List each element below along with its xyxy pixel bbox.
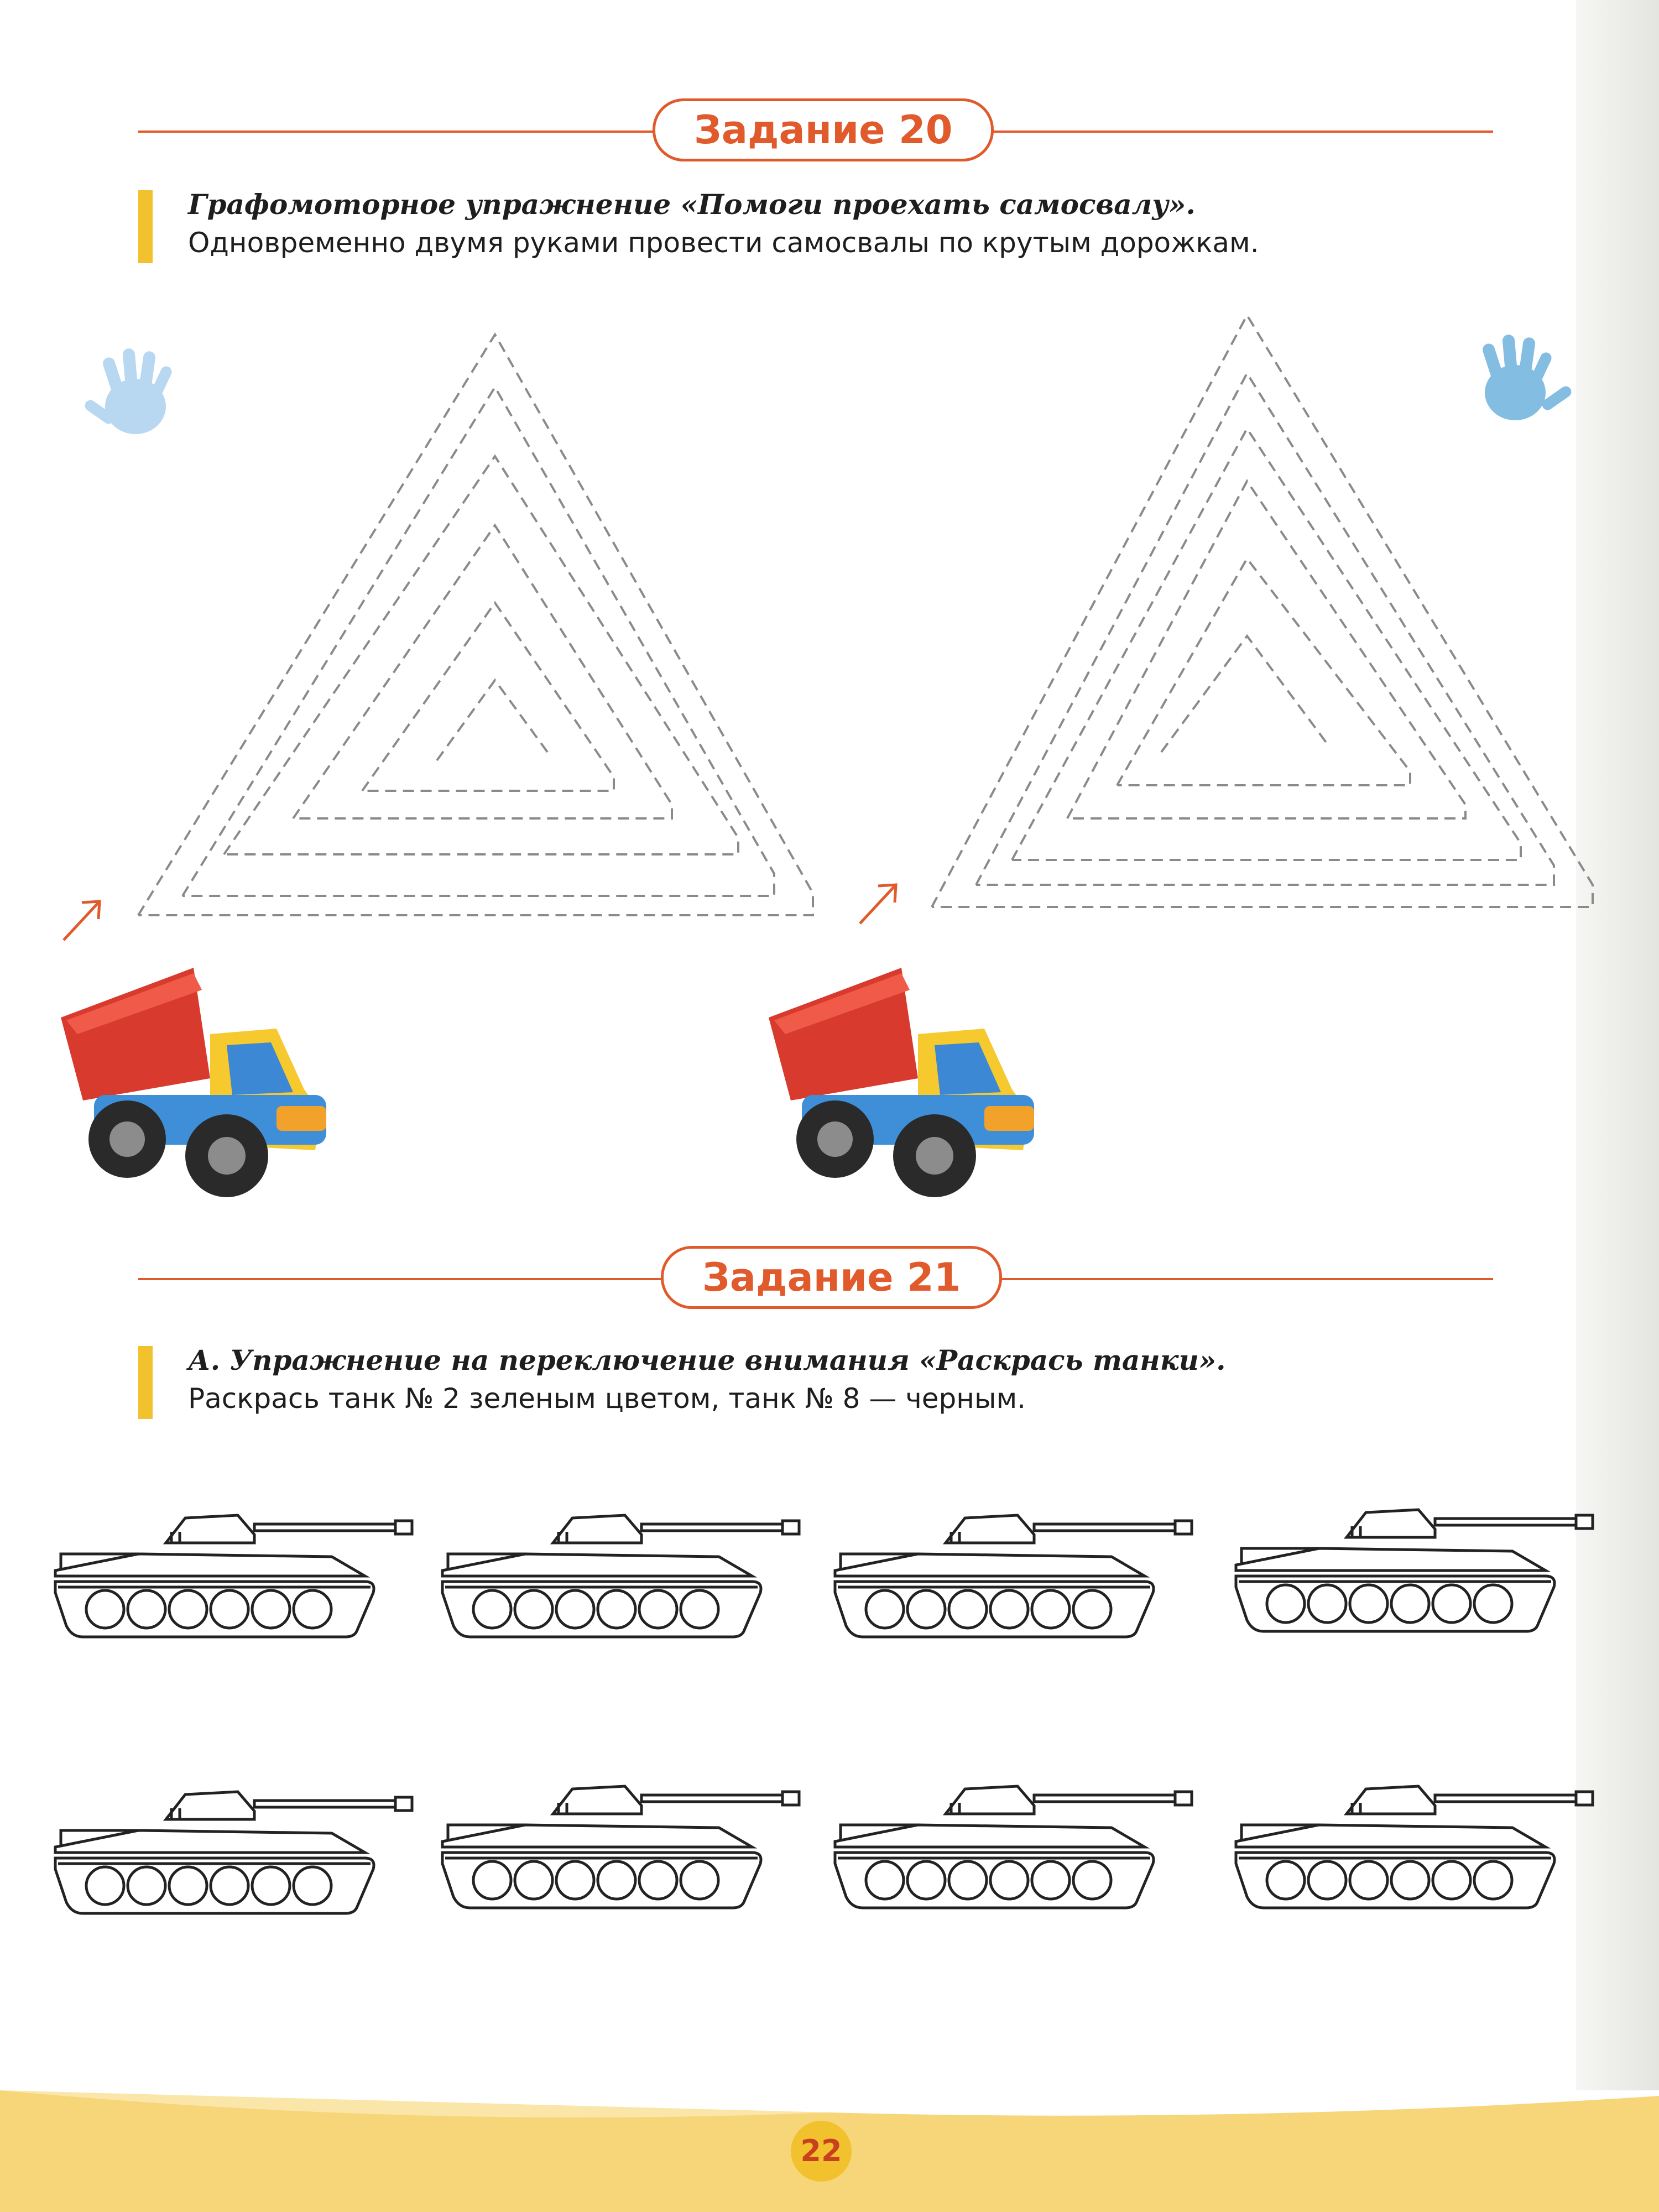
task21-title: А. Упражнение на переключение внимания «Раскрась танки». <box>188 1344 1226 1376</box>
tank-icon <box>55 1792 412 1913</box>
dump-truck-icon <box>61 968 326 1197</box>
arrow-icon <box>860 885 896 924</box>
tank-icon <box>835 1786 1192 1908</box>
task21-header <box>138 1246 1493 1312</box>
page-number: 22 <box>791 2121 852 2182</box>
instruction-marker <box>138 1346 153 1419</box>
tank-icon <box>442 1515 799 1637</box>
tank-icon <box>1236 1510 1593 1631</box>
maze-left <box>138 335 813 915</box>
tank-icon <box>1236 1786 1593 1908</box>
task20-instruction <box>138 188 1493 265</box>
task21-label: Задание 21 <box>661 1246 1002 1309</box>
tank-icon <box>835 1515 1192 1637</box>
maze-right <box>932 315 1593 907</box>
arrow-icon <box>64 901 100 940</box>
hand-icon <box>1481 334 1573 420</box>
tank-icon <box>55 1515 412 1637</box>
hand-icon <box>83 348 174 434</box>
dump-truck-icon <box>769 968 1034 1197</box>
task21-instruction <box>138 1344 1493 1421</box>
tank-icon <box>442 1786 799 1908</box>
task20-title: Графомоторное упражнение «Помоги проехать самосвалу». <box>188 188 1196 221</box>
task20-header <box>138 98 1493 165</box>
task21-body: Раскрась танк № 2 зеленым цветом, танк № 8 — черным. <box>188 1383 1026 1415</box>
page-edge-shadow <box>1576 0 1659 2212</box>
task20-label: Задание 20 <box>653 98 994 161</box>
instruction-marker <box>138 190 153 263</box>
task20-body: Одновременно двумя руками провести самосвалы по крутым дорожкам. <box>188 227 1259 259</box>
